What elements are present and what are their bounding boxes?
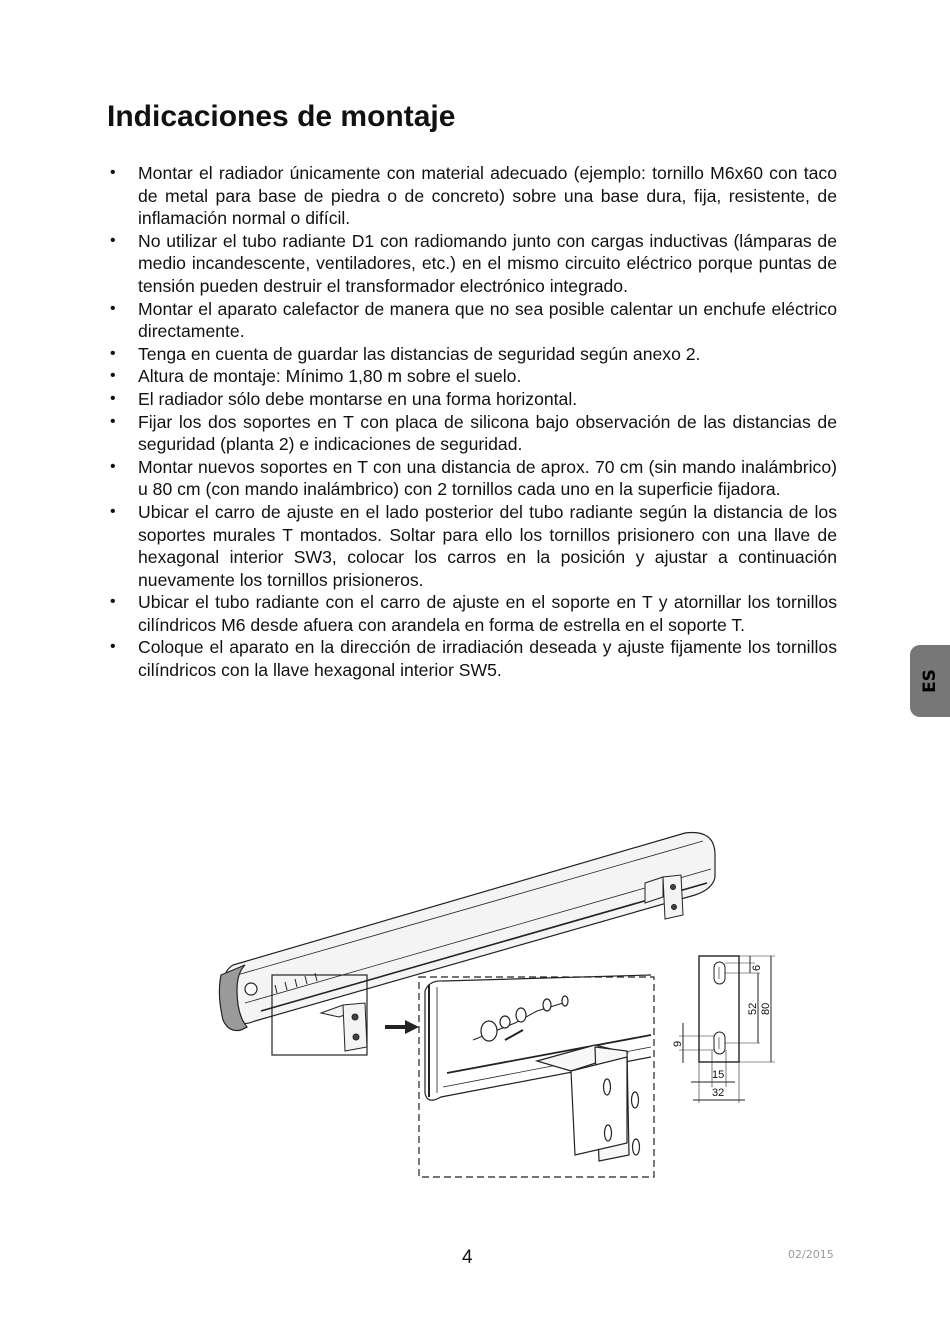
dim-label-80: 80 [760, 1002, 772, 1015]
list-item: • No utilizar el tubo radiante D1 con radiomando junto con cargas inductivas (lámparas de medio incandescente, ventiladores, etc.) en el mismo circuito eléctrico porque puntas de tensión pueden destruir el transformador electrónico integrado. [107, 230, 837, 298]
dim-label-6: 6 [751, 964, 763, 971]
arrow-icon [385, 1020, 419, 1034]
list-item: • Montar el aparato calefactor de manera que no sea posible calentar un enchufe eléctrico directamente. [107, 298, 837, 343]
list-item: • Ubicar el carro de ajuste en el lado posterior del tubo radiante según la distancia de los soportes murales T montados. Soltar para ello los tornillos prisionero con una llave de hexagonal interior SW3, colocar los carros en la posición y ajustar a continuación nuevamente los tornillos prisioneros. [107, 501, 837, 591]
document-date: 02/2015 [788, 1248, 834, 1261]
list-item: • Ubicar el tubo radiante con el carro de ajuste en el soporte en T y atornillar los tornillos cilíndricos M6 desde afuera con arandela en forma de estrella en el soporte T. [107, 591, 837, 636]
language-tab [910, 645, 950, 717]
dim-label-9: 9 [672, 1040, 684, 1047]
page-number: 4 [462, 1247, 473, 1268]
list-item: • Coloque el aparato en la dirección de irradiación deseada y ajuste fijamente los tornillos cilíndricos con la llave hexagonal interior SW5. [107, 636, 837, 681]
list-item: • Altura de montaje: Mínimo 1,80 m sobre el suelo. [107, 365, 837, 388]
mounting-illustration [215, 825, 785, 1180]
list-item: • Tenga en cuenta de guardar las distancias de seguridad según anexo 2. [107, 343, 837, 366]
t-bracket-small-left [321, 1003, 367, 1051]
dim-label-52: 52 [747, 1002, 759, 1015]
list-item: • El radiador sólo debe montarse en una forma horizontal. [107, 388, 837, 411]
list-item: • Montar nuevos soportes en T con una distancia de aprox. 70 cm (sin mando inalámbrico) u 80 cm (con mando inalámbrico) con 2 tornillos cada uno en la superficie fijadora. [107, 456, 837, 501]
instruction-list [107, 162, 837, 682]
dim-label-15: 15 [712, 1069, 725, 1081]
dim-label-32: 32 [712, 1087, 725, 1099]
t-bracket-small-top [645, 875, 683, 919]
bracket-dimension-drawing [679, 956, 775, 1103]
language-tab-label: ES [920, 669, 940, 693]
page-title: Indicaciones de montaje [107, 100, 456, 133]
list-item: • Fijar los dos soportes en T con placa de silicona bajo observación de las distancias de seguridad (planta 2) e indicaciones de seguridad. [107, 411, 837, 456]
list-item: • Montar el radiador únicamente con material adecuado (ejemplo: tornillo M6x60 con taco de metal para base de piedra o de concreto) sobre una base dura, fija, resistente, de inflamación normal o difícil. [107, 162, 837, 230]
